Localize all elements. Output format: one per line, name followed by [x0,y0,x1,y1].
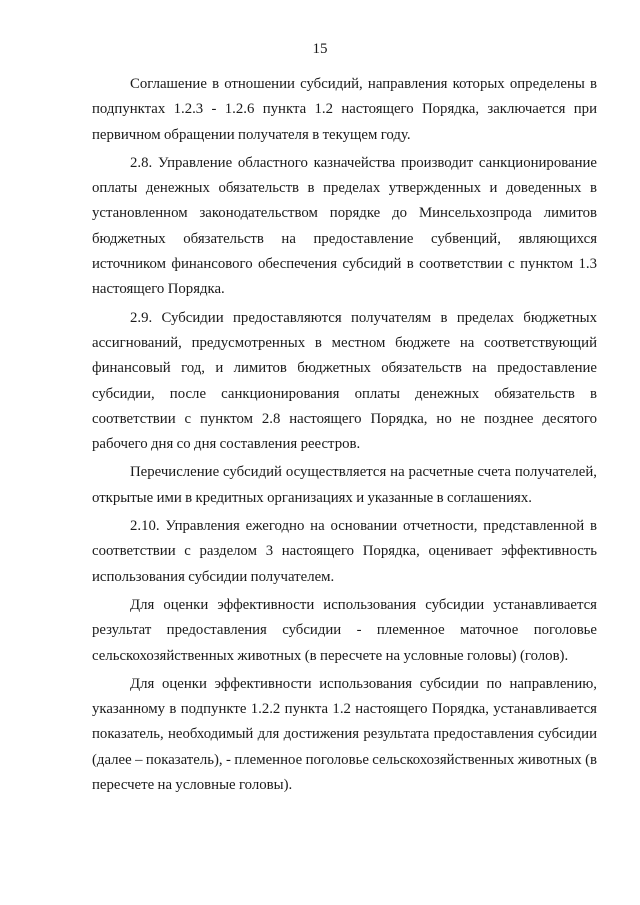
document-body [92,72,597,801]
paragraph-indicator: Для оценки эффективности использования субсидии по направлению, указанному в подпункте 1.2.2 пункта 1.2 настоящего Порядка, устанавливается показатель, необходимый для достижения результата предоставления субсидии (далее – показатель), - племенное поголовье сельскохозяйственных животных (в пересчете на условные головы). [92,675,597,794]
paragraph-2-9: 2.9. Субсидии предоставляются получателям в пределах бюджетных ассигнований, предусмотренных в местном бюджете на соответствующий финансовый год, и лимитов бюджетных обязательств на предоставление субсидии, после санкционирования оплаты денежных обязательств в соответствии с пунктом 2.8 настоящего Порядка, но не позднее десятого рабочего дня со дня составления реестров. [92,309,597,453]
paragraph-2-10: 2.10. Управления ежегодно на основании отчетности, представленной в соответствии с разделом 3 настоящего Порядка, оценивает эффективность использования субсидии получателем. [92,518,597,585]
paragraph-2-8: 2.8. Управление областного казначейства производит санкционирование оплаты денежных обязательств в пределах утвержденных и доведенных в установленном законодательством порядке до Минсельхозпрода лимитов бюджетных обязательств на предоставление субвенций, являющихся источником финансового обеспечения субсидий в соответствии с пунктом 1.3 настоящего Порядка. [92,154,597,298]
page-number: 15 [312,41,328,57]
paragraph-result: Для оценки эффективности использования субсидии устанавливается результат предоставления субсидии - племенное маточное поголовье сельскохозяйственных животных (в пересчете на условные головы) (голов). [92,596,597,664]
paragraph-transfer: Перечисление субсидий осуществляется на расчетные счета получателей, открытые ими в кредитных организациях и указанные в соглашениях. [92,464,597,506]
paragraph-agreement: Соглашение в отношении субсидий, направления которых определены в подпунктах 1.2.3 - 1.2.6 пункта 1.2 настоящего Порядка, заключается при первичном обращении получателя в текущем году. [92,76,597,143]
